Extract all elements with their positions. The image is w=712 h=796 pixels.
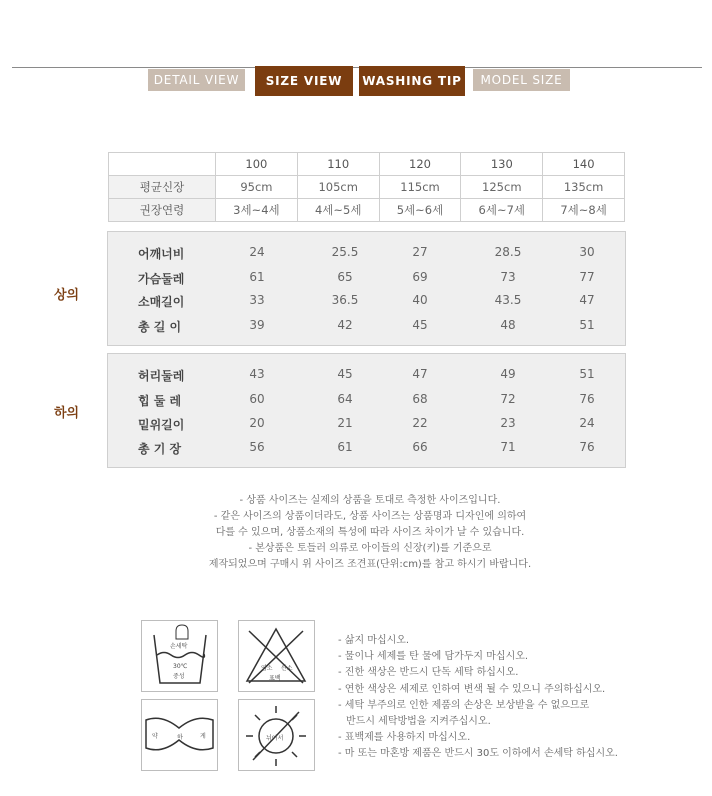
measurement-label: 허리둘레	[138, 369, 185, 383]
measurement-value: 45	[412, 318, 428, 332]
table-cell: 95cm	[216, 176, 298, 199]
measurement-value: 56	[249, 440, 265, 454]
measurement-value: 42	[337, 318, 353, 332]
measurement-label: 밑위길이	[138, 418, 185, 432]
size-header-row	[109, 153, 625, 176]
wring-label-1: 약	[152, 733, 158, 740]
hand-wash-label: 손세탁	[170, 643, 188, 650]
measurement-value: 22	[412, 416, 428, 430]
measurement-value: 23	[500, 416, 516, 430]
measurement-value: 40	[412, 293, 428, 307]
measurement-value: 21	[337, 416, 353, 430]
measurement-value: 51	[579, 318, 595, 332]
size-header: 110	[297, 153, 379, 176]
wring-gently-icon	[141, 699, 218, 771]
measurement-row	[108, 270, 625, 290]
table-cell: 4세~5세	[297, 199, 379, 222]
measurement-value: 51	[579, 367, 595, 381]
measurement-value: 49	[500, 367, 516, 381]
dry-flat-no-sun-icon	[238, 699, 315, 771]
size-header: 100	[216, 153, 298, 176]
table-cell: 115cm	[379, 176, 461, 199]
bleach-label-chlorine: 염소	[261, 665, 273, 672]
wring-label-2: 하	[177, 734, 183, 741]
measurement-value: 27	[412, 245, 428, 259]
row-label: 권장연령	[109, 199, 216, 222]
tab-washing-tip[interactable]: WASHING TIP	[359, 66, 465, 96]
measurement-value: 33	[249, 293, 265, 307]
top-section-title: 상의	[54, 288, 80, 303]
measurement-value: 28.5	[494, 245, 522, 259]
measurement-value: 47	[579, 293, 595, 307]
note-line: 제작되었으며 구매시 위 사이즈 조견표(단위:cm)를 참고 하시기 바랍니다.	[208, 559, 532, 570]
measurement-row	[108, 245, 625, 265]
washing-tips-list	[338, 633, 618, 763]
measurement-value: 24	[579, 416, 595, 430]
table-cell: 105cm	[297, 176, 379, 199]
table-cell: 3세~4세	[216, 199, 298, 222]
washing-tip: 반드시 세탁방법을 지켜주십시오.	[346, 716, 491, 728]
measurement-value: 69	[412, 270, 428, 284]
tab-model-size[interactable]: MODEL SIZE	[473, 69, 570, 91]
measurement-value: 76	[579, 392, 595, 406]
bleach-label: 표백	[269, 675, 281, 682]
measurement-value: 76	[579, 440, 595, 454]
measurement-value: 45	[337, 367, 353, 381]
measurement-value: 43.5	[494, 293, 522, 307]
bottom-section-title: 하의	[54, 406, 80, 421]
measurement-value: 71	[500, 440, 516, 454]
dry-label: 뉘어서	[266, 735, 284, 742]
size-header: 140	[543, 153, 625, 176]
washing-tip: - 표백제를 사용하지 마십시오.	[338, 732, 471, 744]
measurement-value: 64	[337, 392, 353, 406]
measurement-value: 20	[249, 416, 265, 430]
measurement-value: 43	[249, 367, 265, 381]
measurement-value: 68	[412, 392, 428, 406]
washing-tip: - 연한 색상은 세제로 인하여 변색 될 수 있으니 주의하십시오.	[338, 683, 606, 695]
note-line: - 본상품은 토들러 의류로 아이들의 신장(키)를 기준으로	[248, 543, 492, 554]
measurement-row	[108, 318, 625, 338]
measurement-value: 24	[249, 245, 265, 259]
measurement-value: 60	[249, 392, 265, 406]
measurement-label: 힙 둘 레	[138, 394, 182, 408]
measurement-value: 66	[412, 440, 428, 454]
measurement-row	[108, 416, 625, 436]
table-cell: 7세~8세	[543, 199, 625, 222]
washing-tip: - 물이나 세제를 탄 물에 담가두지 마십시오.	[338, 651, 529, 663]
bottom-measurement-box	[107, 353, 626, 468]
corner-cell	[109, 153, 216, 176]
top-divider	[12, 67, 702, 68]
table-cell: 6세~7세	[461, 199, 543, 222]
note-line: - 같은 사이즈의 상품이더라도, 상품 사이즈는 상품명과 디자인에 의하여	[213, 511, 527, 522]
table-row	[109, 199, 625, 222]
size-header: 130	[461, 153, 543, 176]
washing-tip: - 세탁 부주의로 인한 제품의 손상은 보상받을 수 없으므로	[338, 699, 590, 711]
measurement-value: 73	[500, 270, 516, 284]
measurement-label: 총 길 이	[138, 320, 182, 334]
measurement-value: 47	[412, 367, 428, 381]
washing-tip: - 마 또는 마혼방 제품은 반드시 30도 이하에서 손세탁 하십시오.	[338, 748, 618, 760]
note-line: - 상품 사이즈는 실제의 상품을 토대로 측정한 사이즈입니다.	[239, 495, 501, 506]
measurement-label: 소매길이	[138, 295, 185, 309]
bleach-label-oxygen: 산소	[281, 665, 293, 672]
measurement-label: 총 기 장	[138, 442, 182, 456]
size-notes	[130, 493, 610, 573]
tab-size-view[interactable]: SIZE VIEW	[255, 66, 353, 96]
table-cell: 125cm	[461, 176, 543, 199]
table-cell: 5세~6세	[379, 199, 461, 222]
hand-wash-detergent: 중성	[173, 673, 185, 680]
measurement-row	[108, 367, 625, 387]
measurement-value: 61	[249, 270, 265, 284]
measurement-value: 48	[500, 318, 516, 332]
measurement-value: 39	[249, 318, 265, 332]
wring-label-3: 게	[200, 733, 206, 740]
top-measurement-box	[107, 231, 626, 346]
measurement-row	[108, 440, 625, 460]
note-line: 다를 수 있으며, 상품소재의 특성에 따라 사이즈 차이가 날 수 있습니다.	[215, 527, 525, 538]
measurement-value: 77	[579, 270, 595, 284]
table-row	[109, 176, 625, 199]
measurement-label: 가슴둘레	[138, 272, 185, 286]
hand-wash-icon	[141, 620, 218, 692]
size-header: 120	[379, 153, 461, 176]
table-cell: 135cm	[543, 176, 625, 199]
measurement-value: 61	[337, 440, 353, 454]
measurement-value: 30	[579, 245, 595, 259]
size-chart-table	[108, 152, 625, 222]
washing-tip: - 삶지 마십시오.	[338, 635, 410, 646]
no-bleach-icon	[238, 620, 315, 692]
tab-detail-view[interactable]: DETAIL VIEW	[148, 69, 245, 91]
measurement-label: 어깨너비	[138, 247, 185, 261]
measurement-value: 65	[337, 270, 353, 284]
measurement-row	[108, 293, 625, 313]
measurement-value: 36.5	[331, 293, 359, 307]
row-label: 평균신장	[109, 176, 216, 199]
measurement-row	[108, 392, 625, 412]
hand-wash-temp: 30℃	[173, 663, 188, 670]
measurement-value: 25.5	[331, 245, 359, 259]
washing-tip: - 진한 색상은 반드시 단독 세탁 하십시오.	[338, 667, 519, 679]
measurement-value: 72	[500, 392, 516, 406]
